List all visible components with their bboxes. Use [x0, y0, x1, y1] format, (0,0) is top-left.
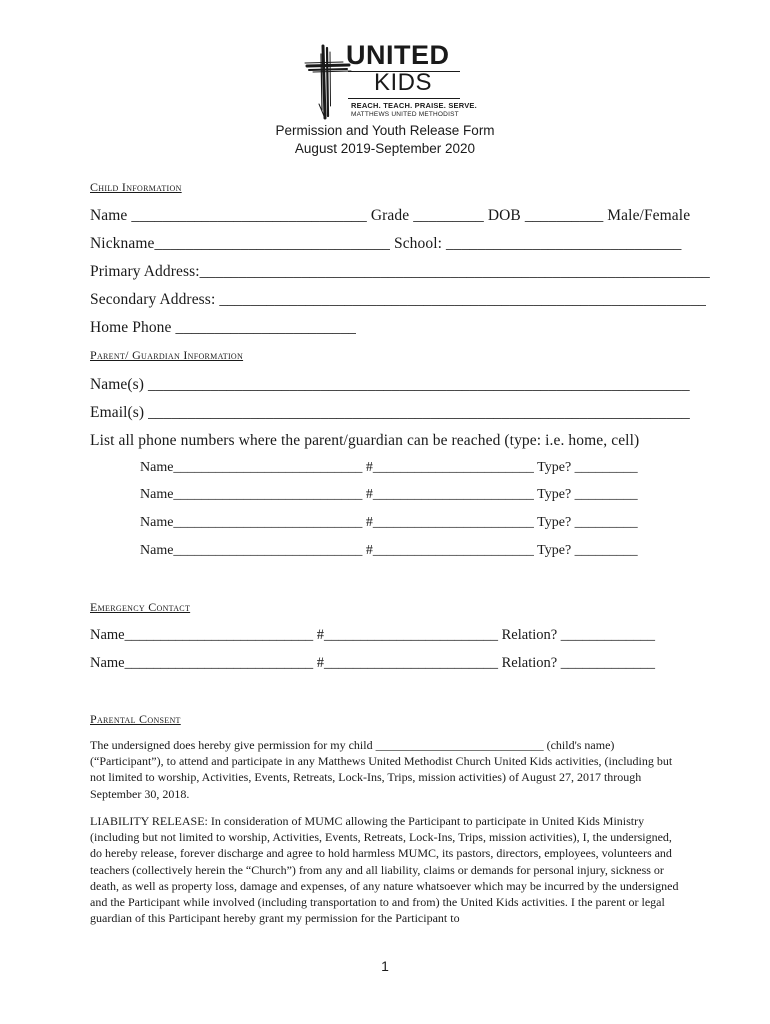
phone-entry-line[interactable]: Name___________________________ #_______________________ Type? _________: [140, 487, 638, 502]
section-heading-parent: Parent/ Guardian Information: [90, 348, 244, 362]
child-nickname-line[interactable]: Nickname______________________________ School: ______________________________: [90, 235, 682, 252]
parent-names-line[interactable]: Name(s) _____________________________________________________________________: [90, 376, 690, 393]
section-heading-child: Child Information: [90, 180, 182, 194]
logo-title-united: UNITED: [346, 40, 450, 70]
emergency-contact-line[interactable]: Name__________________________ #________________________ Relation? _____________: [90, 627, 656, 643]
logo-title-kids: KIDS: [374, 69, 433, 96]
emergency-contact-line[interactable]: Name__________________________ #________________________ Relation? _____________: [90, 655, 656, 671]
logo-tagline: REACH. TEACH. PRAISE. SERVE.: [351, 101, 477, 110]
child-name-line[interactable]: Name ______________________________ Grade _________ DOB __________ Male/Female: [90, 207, 691, 224]
phone-entry-line[interactable]: Name___________________________ #_______________________ Type? _________: [140, 460, 638, 475]
secondary-address-line[interactable]: Secondary Address: ______________________________________________________________: [90, 291, 707, 308]
section-heading-emergency: Emergency Contact: [90, 600, 191, 614]
page-number: 1: [381, 958, 389, 974]
primary-address-line[interactable]: Primary Address:_________________________________________________________________: [90, 263, 710, 280]
phone-entry-line[interactable]: Name___________________________ #_______________________ Type? _________: [140, 515, 638, 530]
logo-divider-2: [348, 98, 460, 99]
home-phone-line[interactable]: Home Phone _______________________: [90, 319, 357, 336]
form-period: August 2019-September 2020: [294, 141, 476, 156]
form-title: Permission and Youth Release Form: [275, 123, 495, 138]
section-heading-consent: Parental Consent: [90, 712, 181, 726]
liability-release-paragraph: LIABILITY RELEASE: In consideration of MUMC allowing the Participant to participate in United Kids Ministry (including but not limited to worship, Activities, Events, Retreats, Lock-Ins, Trips, mission activities), I, the undersigned, do hereby release, forever discharge and agree to hold harmless MUMC, its pastors, directors, employees, volunteers and teachers (collectively herein the “Church”) from any and all liability, claims or demands for personal injury, sickness or death, as well as property loss, damage and expenses, of any nature whatsoever which may be incurred by the undersigned and the Participant while involved (including transportation to and from) the United Kids activities. I the parent or legal guardian of this Participant hereby grant my permission for the Participant to: [90, 814, 679, 926]
parent-emails-line[interactable]: Email(s) _____________________________________________________________________: [90, 404, 690, 421]
consent-paragraph: The undersigned does hereby give permission for my child ____________________________ (child's name)(“Participant”), to attend and participate in any Matthews United Methodist Church United Kids activities, (including but not limited to worship, Activities, Events, Retreats, Lock-Ins, Trips, mission activities) of August 27, 2017 through September 30, 2018.: [90, 738, 673, 801]
phone-entry-line[interactable]: Name___________________________ #_______________________ Type? _________: [140, 543, 638, 558]
phone-instructions: List all phone numbers where the parent/guardian can be reached (type: i.e. home, cell): [90, 432, 640, 449]
logo-church: MATTHEWS UNITED METHODIST: [351, 111, 459, 118]
